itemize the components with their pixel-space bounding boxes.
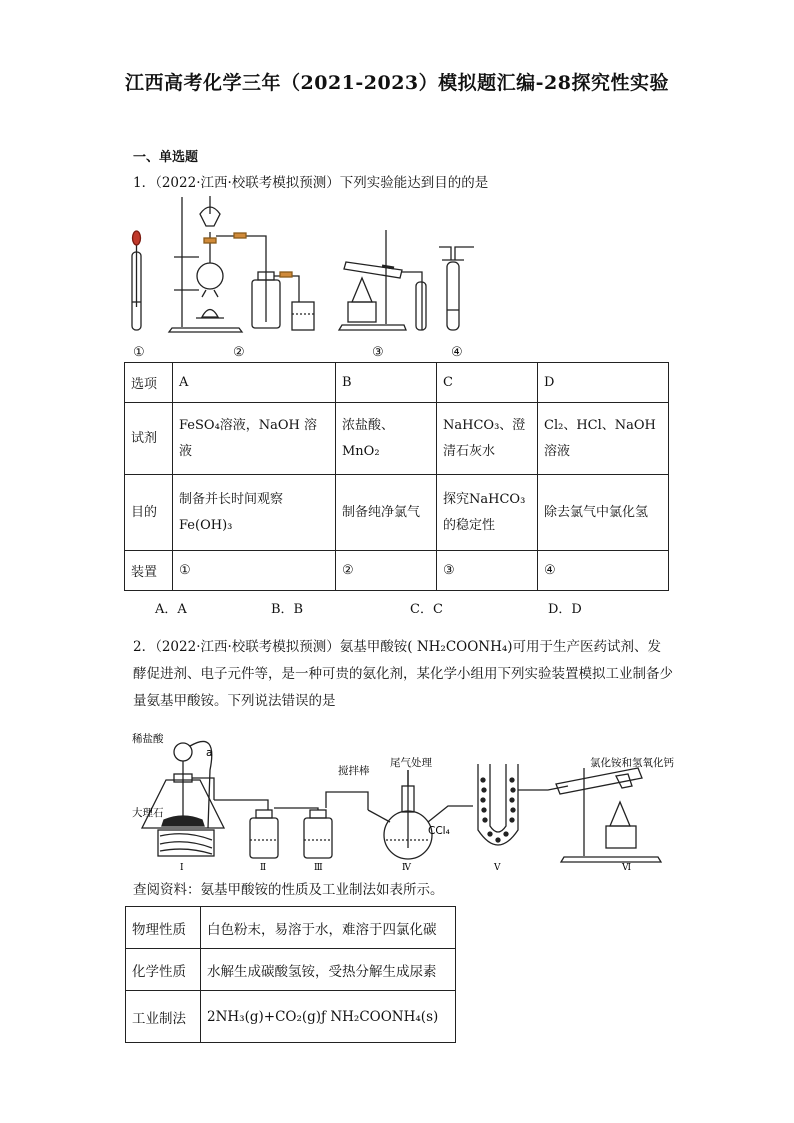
answer-option[interactable]: A．A (155, 602, 187, 617)
table-cell: ④ (538, 551, 669, 591)
apparatus-number: ② (233, 345, 245, 360)
table-cell: ③ (437, 551, 538, 591)
station-label: Ⅰ (180, 863, 184, 873)
table-cell: FeSO₄溶液，NaOH 溶液 (173, 403, 336, 475)
page-title: 江西高考化学三年（2021-2023）模拟题汇编-28探究性实验 (125, 72, 669, 94)
table-cell: 装置 (125, 551, 173, 591)
table-cell: 工业制法 (126, 991, 201, 1043)
label-marble: 大理石 (132, 807, 164, 819)
table-row (125, 475, 669, 551)
table-cell: A (173, 363, 336, 403)
label-ccl4: CCl₄ (428, 825, 450, 837)
table-row (126, 949, 456, 991)
info-intro: 查阅资料：氨基甲酸铵的性质及工业制法如表所示。 (133, 882, 444, 898)
question-2-stem: 2．（2022·江西·校联考模拟预测）氨基甲酸铵( NH₂COONH₄)可用于生产医药试剂、发酵促进剂、电子元件等，是一种可贵的氨化剂，某化学小组用下列实验装置模拟工业制备少量氨基甲酸铵。下列说法错误的是 (133, 639, 673, 709)
table-cell: 水解生成碳酸氢铵，受热分解生成尿素 (201, 949, 456, 991)
label-tail-gas: 尾气处理 (390, 757, 432, 769)
table-row (125, 363, 669, 403)
table-cell: 试剂 (125, 403, 173, 475)
question-1-stem: 1．（2022·江西·校联考模拟预测）下列实验能达到目的的是 (133, 175, 489, 191)
table-cell: 制备纯净氯气 (336, 475, 437, 551)
table-cell: 白色粉末，易溶于水，难溶于四氯化碳 (201, 907, 456, 949)
station-3-wash-bottle (274, 792, 368, 858)
apparatus-number: ① (133, 345, 145, 360)
q1-options-table (124, 362, 669, 591)
label-reagents: 氯化铵和氢氧化钙 (590, 757, 674, 769)
table-cell: D (538, 363, 669, 403)
table-cell: C (437, 363, 538, 403)
table-cell: 制备并长时间观察Fe(OH)₃ (173, 475, 336, 551)
table-cell: 目的 (125, 475, 173, 551)
table-cell: 2NH₃(g)+CO₂(g)ƒ NH₂COONH₄(s) (201, 991, 456, 1043)
table-cell: NaHCO₃、澄清石灰水 (437, 403, 538, 475)
table-cell: 物理性质 (126, 907, 201, 949)
station-label: Ⅴ (494, 863, 501, 873)
station-label: Ⅳ (402, 863, 411, 873)
station-label: Ⅵ (622, 863, 632, 873)
apparatus-number: ④ (451, 345, 463, 360)
station-label: Ⅲ (314, 863, 323, 873)
answer-option[interactable]: D．D (548, 602, 582, 617)
table-cell: ① (173, 551, 336, 591)
label-a: a (206, 747, 213, 759)
apparatus-4-washing-tube (439, 247, 474, 330)
table-cell: 选项 (125, 363, 173, 403)
table-cell: B (336, 363, 437, 403)
station-6-ammonia-generator (556, 768, 661, 862)
q1-apparatus-figure (124, 192, 494, 342)
station-2-wash-bottle (214, 800, 278, 858)
station-4-reaction-flask (368, 770, 473, 859)
apparatus-1-dropper-tube (132, 231, 141, 330)
table-cell: 探究NaHCO₃的稳定性 (437, 475, 538, 551)
apparatus-2-chlorine-setup (169, 196, 314, 332)
table-cell: 除去氯气中氯化氢 (538, 475, 669, 551)
station-label: Ⅱ (260, 863, 267, 873)
label-dilute-hcl: 稀盐酸 (132, 733, 164, 745)
section-heading: 一、单选题 (133, 150, 199, 165)
answer-option[interactable]: B．B (271, 602, 304, 617)
apparatus-number: ③ (372, 345, 384, 360)
station-5-drying-u-tube (478, 764, 568, 845)
table-row (126, 907, 456, 949)
table-cell: 化学性质 (126, 949, 201, 991)
table-row (125, 403, 669, 475)
table-cell: ② (336, 551, 437, 591)
table-cell: Cl₂、HCl、NaOH 溶液 (538, 403, 669, 475)
table-row (126, 991, 456, 1043)
table-row (125, 551, 669, 591)
q2-apparatus-figure (128, 730, 694, 875)
label-stirrer: 搅拌棒 (338, 765, 370, 777)
apparatus-3-heating-setup (339, 230, 426, 330)
table-cell: 浓盐酸、MnO₂ (336, 403, 437, 475)
q2-info-table (125, 906, 456, 1043)
answer-option[interactable]: C．C (410, 602, 443, 617)
